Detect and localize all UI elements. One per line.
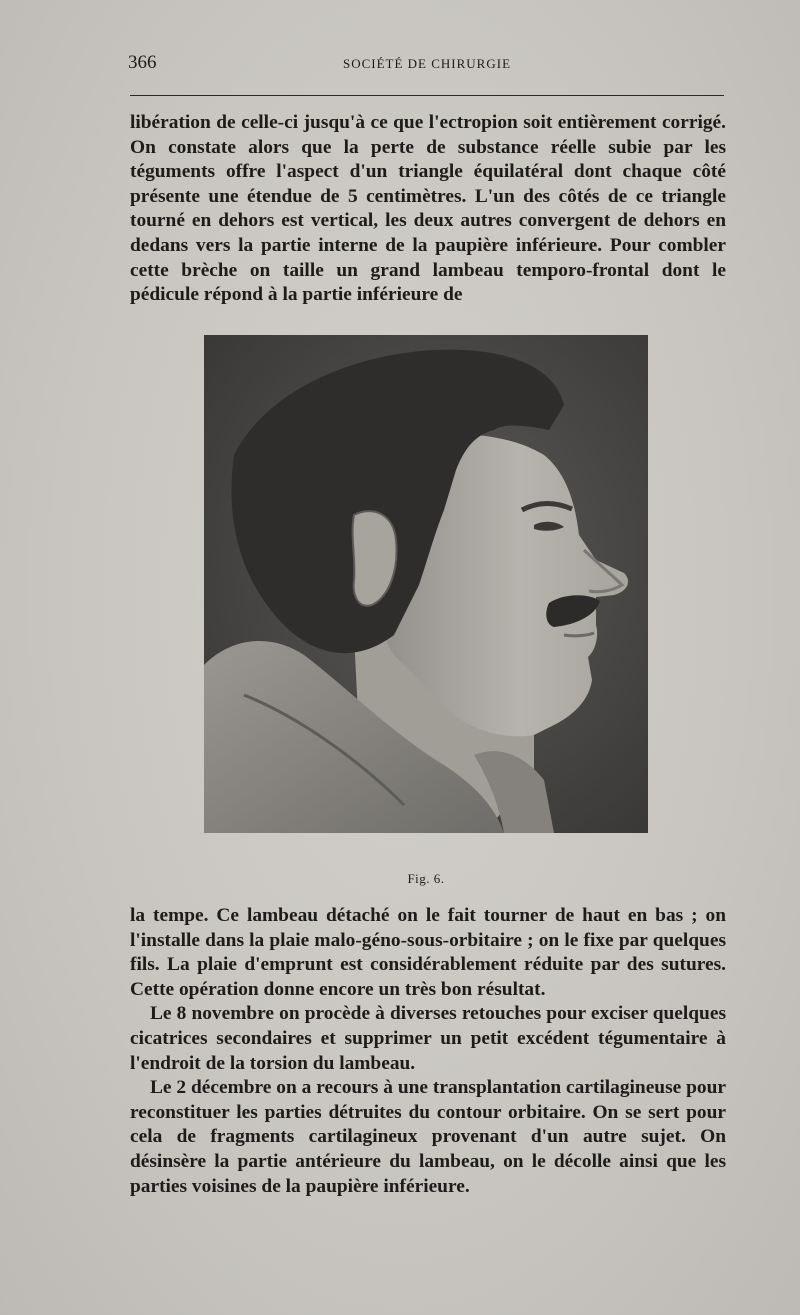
body-text-bottom bbox=[130, 904, 726, 1199]
paragraph: Le 2 décembre on a recours à une transplantation cartilagineuse pour reconstituer les parties détruites du contour orbitaire. On se sert pour cela de fragments cartilagineux provenant d'un autre sujet. On désinsère la partie antérieure du lambeau, on le décolle ainsi que les parties voisines de la paupière inférieure. bbox=[130, 1077, 726, 1197]
body-text-top bbox=[130, 111, 726, 308]
paragraph: Le 8 novembre on procède à diverses retouches pour exciser quelques cicatrices secondaires et supprimer un petit excédent tégumentaire à l'endroit de la torsion du lambeau. bbox=[130, 1003, 726, 1074]
header-rule bbox=[130, 95, 724, 96]
paragraph: libération de celle-ci jusqu'à ce que l'ectropion soit entièrement corrigé. On constate alors que la perte de substance réelle subie par les téguments offre l'aspect d'un triangle équilatéral dont chaque côté présente une étendue de 5 centimètres. L'un des côtés de ce triangle tourné en dehors est vertical, les deux autres convergent de dehors en dedans vers la partie interne de la paupière inférieure. Pour combler cette brèche on taille un grand lambeau temporo-frontal dont le pédicule répond à la partie inférieure de bbox=[130, 112, 726, 306]
figure-caption: Fig. 6. bbox=[407, 871, 445, 886]
journal-title: SOCIÉTÉ DE CHIRURGIE bbox=[342, 56, 512, 71]
page-number: 366 bbox=[128, 52, 157, 73]
figure-photograph bbox=[204, 335, 648, 833]
running-head bbox=[128, 52, 726, 76]
paragraph: la tempe. Ce lambeau détaché on le fait tourner de haut en bas ; on l'installe dans la plaie malo-géno-sous-orbitaire ; on le fixe par quelques fils. La plaie d'emprunt est considérablement réduite par des sutures. Cette opération donne encore un très bon résultat. bbox=[130, 905, 726, 1000]
profile-portrait-photo bbox=[204, 335, 648, 833]
